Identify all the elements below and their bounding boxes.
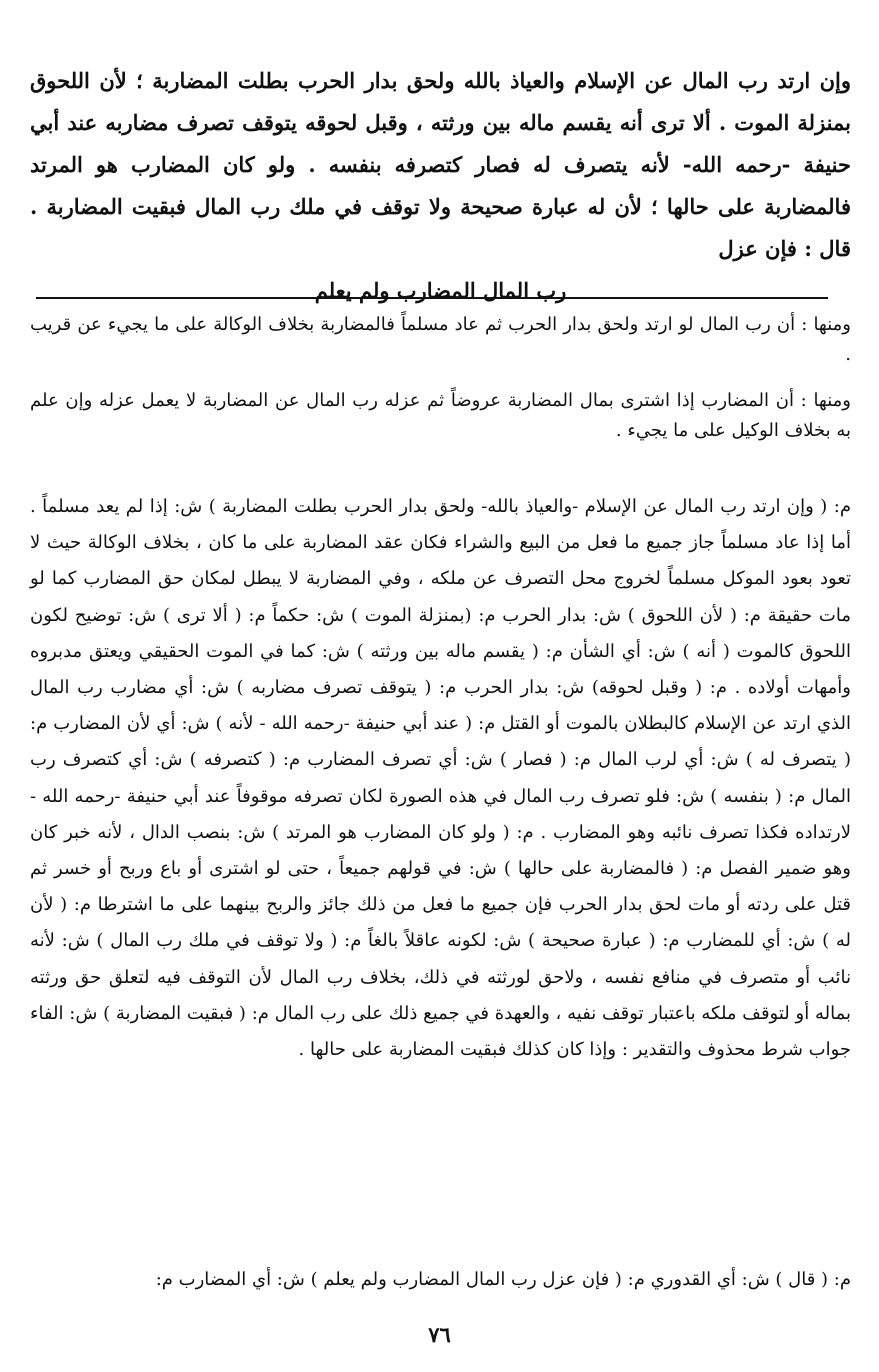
main-text-body: وإن ارتد رب المال عن الإسلام والعياذ بالله ولحق بدار الحرب بطلت المضاربة ؛ لأن اللحوق بمنزلة الموت . ألا ترى أنه يقسم ماله بين ورثته ، وقبل لحوقه يتوقف تصرف مضاربه عند أبي حنيفة -رحمه الله- لأنه يتصرف له فصار كتصرفه بنفسه . ولو كان المضارب هو المرتد فالمضاربة على حالها ؛ لأن له عبارة صحيحة ولا توقف في ملك رب المال فبقيت المضاربة . قال : فإن عزل [30, 68, 851, 261]
commentary-final-line: م: ( قال ) ش: أي القدوري م: ( فإن عزل رب المال المضارب ولم يعلم ) ش: أي المضارب م: [155, 1269, 851, 1290]
section-divider [36, 297, 828, 299]
commentary-paragraph: م: ( وإن ارتد رب المال عن الإسلام -والعياذ بالله- ولحق بدار الحرب بطلت المضاربة ) ش: إذا لم يعد مسلماً . أما إذا عاد مسلماً جاز جميع ما فعل من البيع والشراء فكان عقد المضاربة على ما كان ، بخلاف الوكالة حيث لا تعود بعود الموكل مسلماً لخروج محل التصرف عن ملكه ، وفي المضاربة لا يبطل لمكان حق المضارب كما لو مات حقيقة م: ( لأن اللحوق ) ش: بدار الحرب م: (بمنزلة الموت ) ش: حكماً م: ( ألا ترى ) ش: توضيح لكون اللحوق كالموت ( أنه ) ش: أي الشأن م: ( يقسم ماله بين ورثته ) ش: كما في الموت الحقيقي ويعتق مدبروه وأمهات أولاده . م: ( وقبل لحوقه) ش: بدار الحرب م: ( يتوقف تصرف مضاربه ) ش: أي مضارب رب المال الذي ارتد عن الإسلام كالبطلان بالموت أو القتل م: ( عند أبي حنيفة -رحمه الله - لأنه ) ش: أي لأن المضارب م: ( يتصرف له ) ش: أي لرب المال م: ( فصار ) ش: أي تصرف المضارب م: ( كتصرفه ) ش: أي كتصرف رب المال م: ( بنفسه ) ش: فلو تصرف رب المال في هذه الصورة لكان تصرفه موقوفاً عند أبي حنيفة -رحمه الله - لارتداده فكذا تصرف نائبه وهو المضارب . م: ( ولو كان المضارب هو المرتد ) ش: بنصب الدال ، لأنه خبر كان وهو ضمير الفصل م: ( فالمضاربة على حالها ) ش: في قولهم جميعاً ، حتى لو اشترى أو باع وربح أو خسر ثم قتل على ردته أو مات لحق بدار الحرب فإن جميع ما فعل من ذلك جائز والربح بينهما على ما اشترطا م: ( لأن له ) ش: أي للمضارب م: ( عبارة صحيحة ) ش: لكونه عاقلاً بالغاً م: ( ولا توقف في ملك رب المال ) ش: لأنه نائب أو متصرف في منافع نفسه ، ولاحق لورثته في ذلك، بخلاف رب المال لأن التوقف فيه لتعلق حق ورثته بماله أو لتوقف ملكه باعتبار توقف نفيه ، والعهدة في جميع ذلك على رب المال م: ( فبقيت المضاربة ) ش: الفاء جواب شرط محذوف والتقدير : وإذا كان كذلك فبقيت المضاربة على حالها . [30, 496, 851, 1061]
main-text-last-line: رب المال المضارب ولم يعلم [314, 278, 567, 303]
note-paragraph: ومنها : أن المضارب إذا اشترى بمال المضاربة عروضاً ثم عزله رب المال عن المضاربة لا يعمل عزله وإن علم به بخلاف الوكيل على ما يجيء . [30, 390, 851, 441]
main-text [30, 60, 851, 312]
page-number: ٧٦ [428, 1322, 451, 1347]
commentary-section [30, 489, 851, 1068]
notes-section [30, 310, 851, 462]
note-paragraph: ومنها : أن رب المال لو ارتد ولحق بدار الحرب ثم عاد مسلماً فالمضاربة بخلاف الوكالة على ما يجيء عن قريب . [30, 314, 851, 365]
